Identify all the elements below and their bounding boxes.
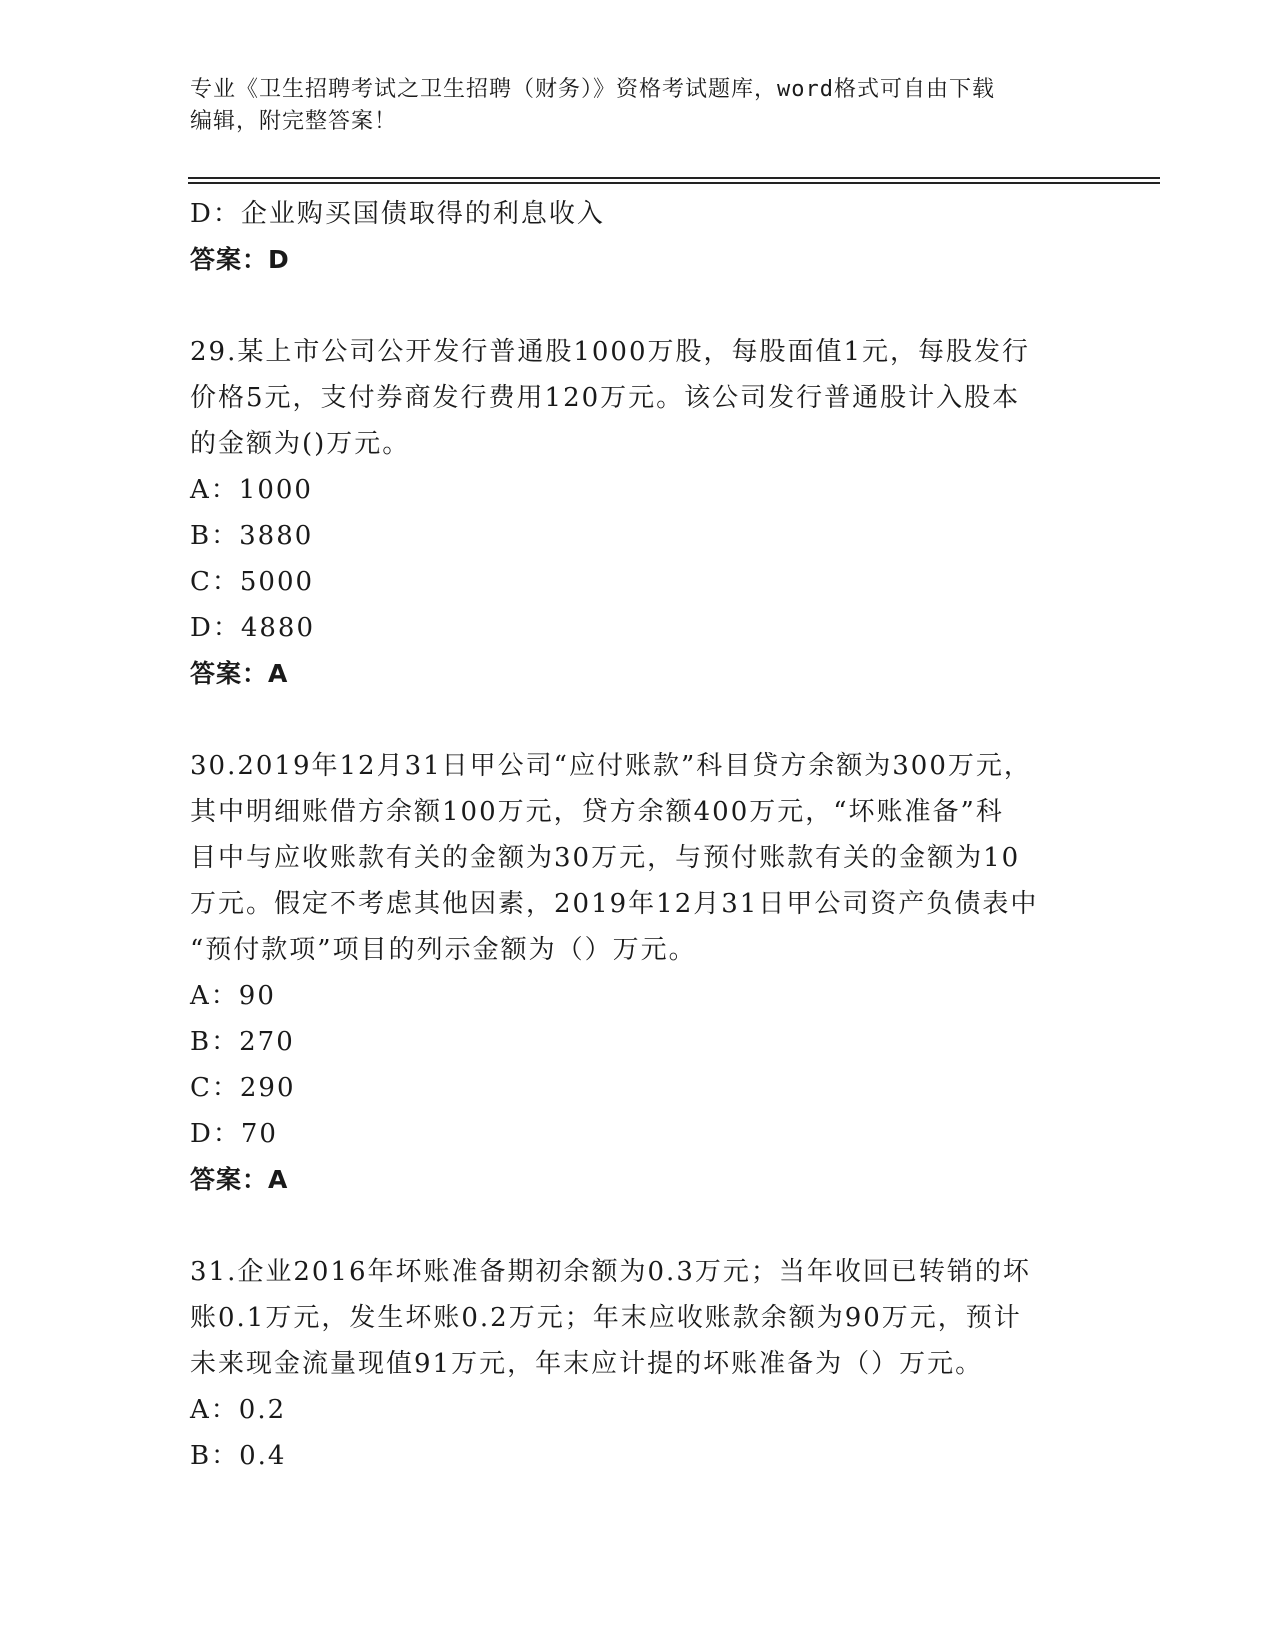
prev-option-d: D：企业购买国债取得的利息收入 bbox=[190, 199, 605, 229]
question-30-option-b: B：270 bbox=[190, 1027, 295, 1057]
question-29-text-line: 29.某上市公司公开发行普通股1000万股，每股面值1元，每股发行 bbox=[190, 337, 1031, 367]
spacer bbox=[190, 697, 1090, 743]
question-29-option-a: A：1000 bbox=[190, 475, 313, 505]
question-29-text-line: 价格5元，支付券商发行费用120万元。该公司发行普通股计入股本 bbox=[190, 383, 1021, 413]
question-30-text-line: 30.2019年12月31日甲公司“应付账款”科目贷方余额为300万元， bbox=[190, 751, 1032, 781]
question-30-text-line: “预付款项”项目的列示金额为（）万元。 bbox=[190, 935, 697, 965]
spacer bbox=[190, 1203, 1090, 1249]
header-divider-bottom bbox=[188, 182, 1160, 184]
question-30-text-line: 其中明细账借方余额100万元，贷方余额400万元，“坏账准备”科 bbox=[190, 797, 1004, 827]
question-31-text-line: 31.企业2016年坏账准备期初余额为0.3万元；当年收回已转销的坏 bbox=[190, 1257, 1031, 1287]
question-29-option-c: C：5000 bbox=[190, 567, 315, 597]
question-29-option-d: D：4880 bbox=[190, 613, 316, 643]
question-29-answer: 答案：A bbox=[190, 659, 289, 688]
question-31-option-a: A：0.2 bbox=[190, 1395, 287, 1425]
question-31 bbox=[190, 1249, 1090, 1479]
question-31-option-b: B：0.4 bbox=[190, 1441, 287, 1471]
spacer bbox=[190, 283, 1090, 329]
question-31-text-line: 未来现金流量现值91万元，年末应计提的坏账准备为（）万元。 bbox=[190, 1349, 984, 1379]
question-31-text-line: 账0.1万元，发生坏账0.2万元；年末应收账款余额为90万元，预计 bbox=[190, 1303, 1022, 1333]
question-30-option-c: C：290 bbox=[190, 1073, 296, 1103]
question-29-text-line: 的金额为()万元。 bbox=[190, 429, 411, 459]
question-30-option-a: A：90 bbox=[190, 981, 276, 1011]
prev-answer: 答案：D bbox=[190, 245, 290, 274]
header-divider-top bbox=[188, 177, 1160, 179]
question-29-option-b: B：3880 bbox=[190, 521, 314, 551]
question-30-option-d: D：70 bbox=[190, 1119, 278, 1149]
question-30 bbox=[190, 743, 1090, 1203]
question-30-text-line: 万元。假定不考虑其他因素，2019年12月31日甲公司资产负债表中 bbox=[190, 889, 1039, 919]
question-29 bbox=[190, 329, 1090, 697]
question-30-answer: 答案：A bbox=[190, 1165, 289, 1194]
document-header bbox=[190, 74, 1090, 138]
question-content bbox=[190, 191, 1090, 1479]
header-line-1: 专业《卫生招聘考试之卫生招聘（财务）》资格考试题库，word格式可自由下载 bbox=[190, 77, 995, 102]
question-30-text-line: 目中与应收账款有关的金额为30万元，与预付账款有关的金额为10 bbox=[190, 843, 1021, 873]
header-line-2: 编辑，附完整答案！ bbox=[190, 109, 398, 134]
